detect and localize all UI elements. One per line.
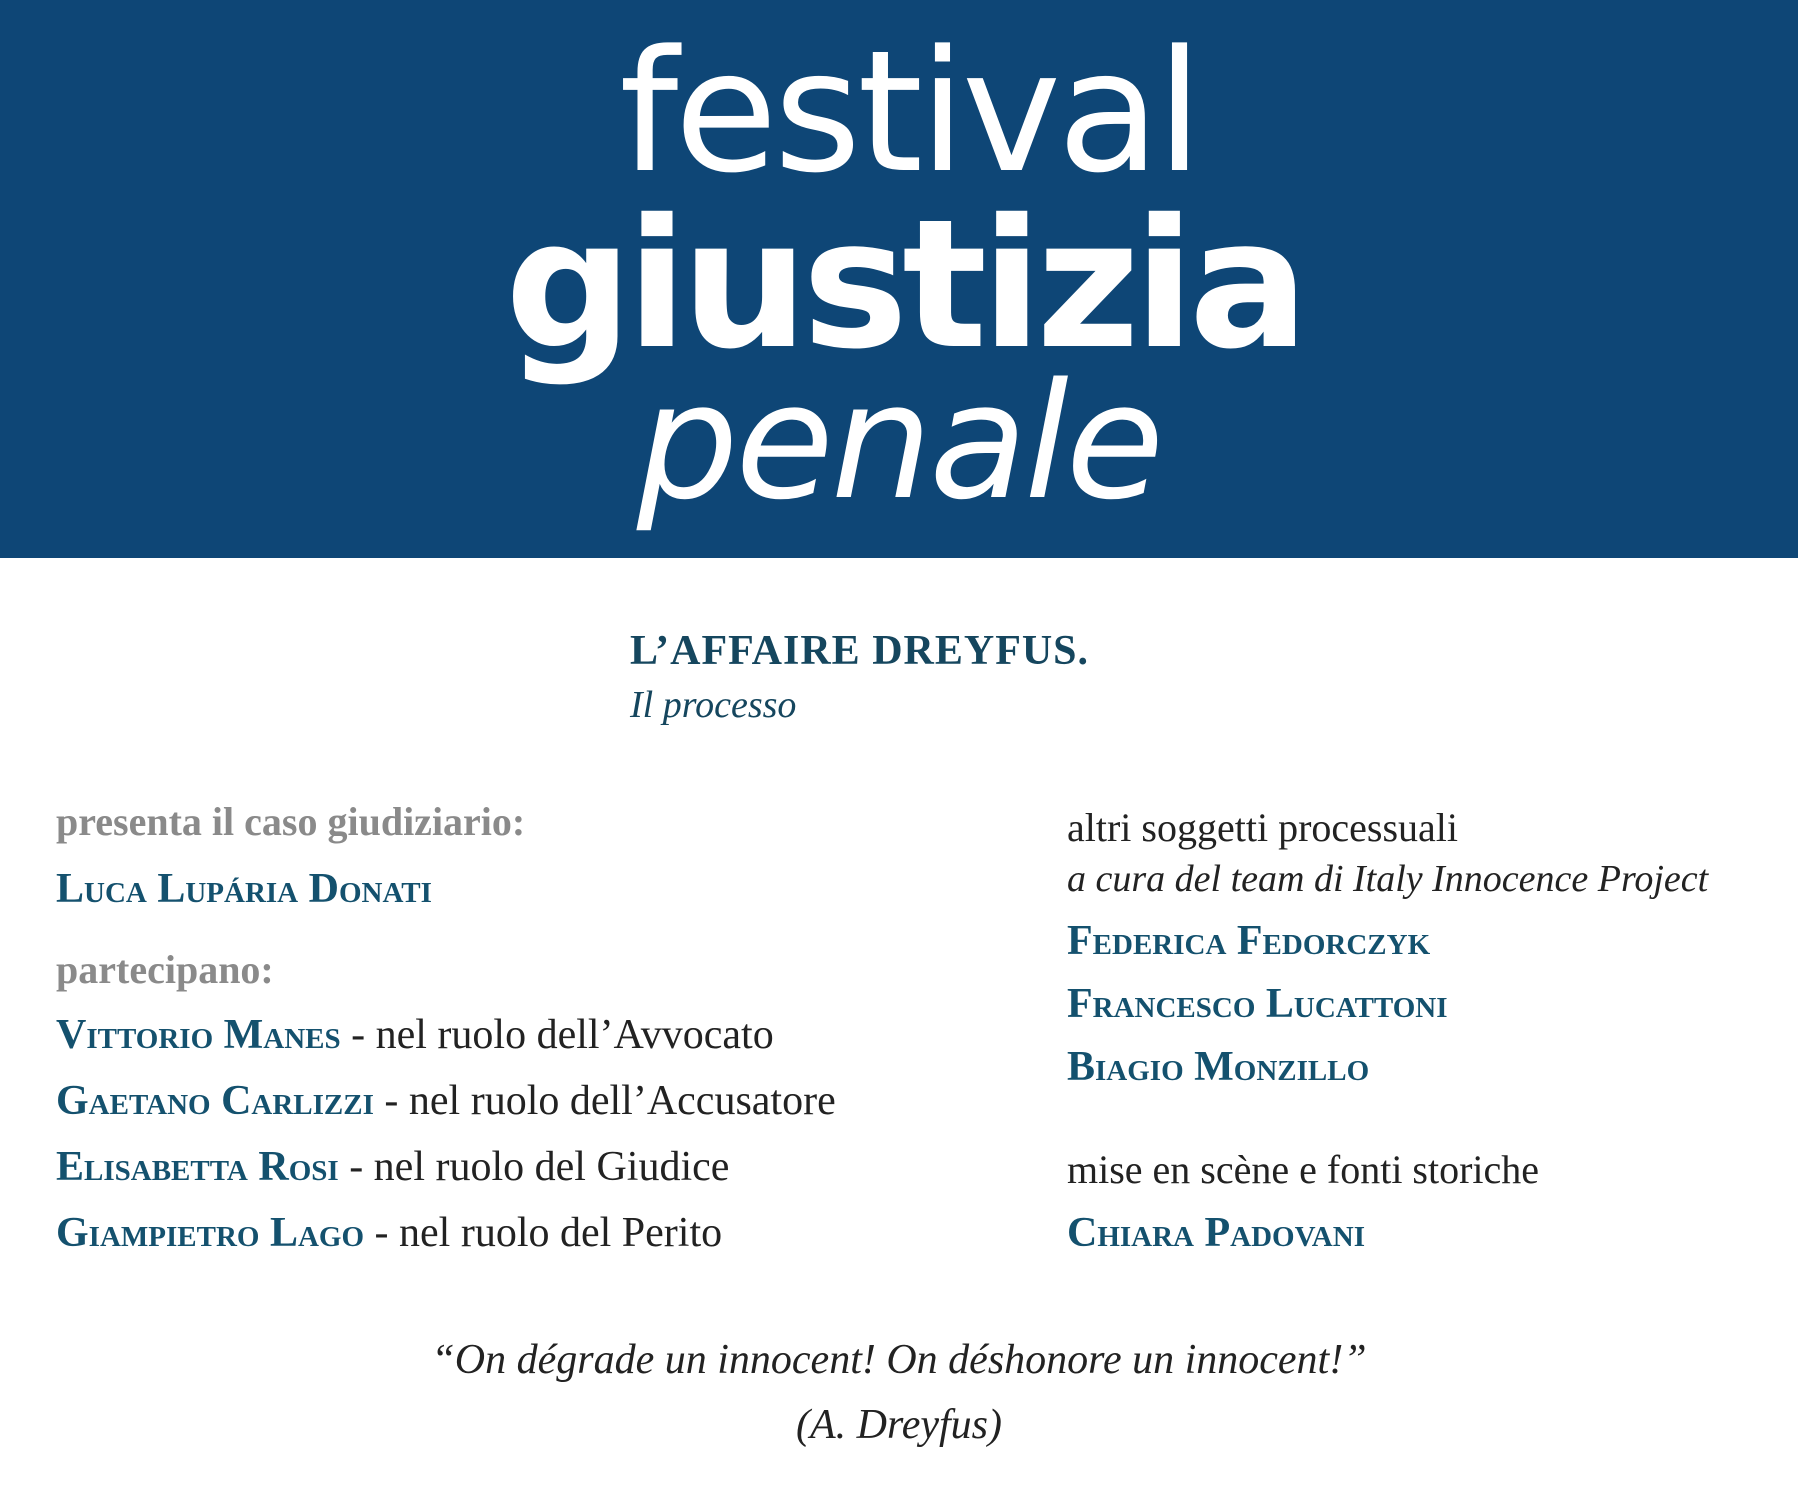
participant-role: - nel ruolo dell’Avvocato (340, 1012, 774, 1058)
logo-line-festival: festival (619, 14, 1199, 210)
participant-name: Gaetano Carlizzi (56, 1078, 374, 1124)
logo-line-penale: penale (636, 348, 1162, 535)
others-credit: a cura del team di Italy Innocence Project (1067, 858, 1709, 900)
participant-row (56, 1146, 729, 1188)
staging-label: mise en scène e fonti storiche (1067, 1147, 1540, 1192)
participant-name: Vittorio Manes (56, 1012, 341, 1058)
event-subtitle: Il processo (630, 684, 797, 726)
participant-name: Giampietro Lago (56, 1210, 365, 1256)
event-title: L’AFFAIRE DREYFUS. (630, 628, 1090, 674)
quote-author: (A. Dreyfus) (795, 1402, 1003, 1448)
header-banner (0, 0, 1798, 558)
participant-role: - nel ruolo dell’Accusatore (373, 1078, 836, 1124)
team-member: Biagio Monzillo (1067, 1044, 1370, 1090)
staging-name: Chiara Padovani (1067, 1210, 1365, 1256)
presenter-name: Luca Lupária Donati (56, 866, 432, 912)
team-member: Federica Fedorczyk (1067, 918, 1431, 964)
participant-role: - nel ruolo del Giudice (338, 1144, 730, 1190)
others-label: altri soggetti processuali (1067, 805, 1459, 850)
team-member: Francesco Lucattoni (1067, 981, 1448, 1027)
participants-label: partecipano: (56, 947, 274, 992)
participant-row (56, 1080, 836, 1122)
participant-row (56, 1014, 774, 1056)
participant-name: Elisabetta Rosi (56, 1144, 339, 1190)
participant-row (56, 1212, 722, 1254)
quote-text: “On dégrade un innocent! On déshonore un innocent!” (431, 1337, 1367, 1383)
presents-label: presenta il caso giudiziario: (56, 799, 526, 844)
participant-role: - nel ruolo del Perito (364, 1210, 723, 1256)
logo-line-giustizia: giustizia (505, 181, 1303, 388)
